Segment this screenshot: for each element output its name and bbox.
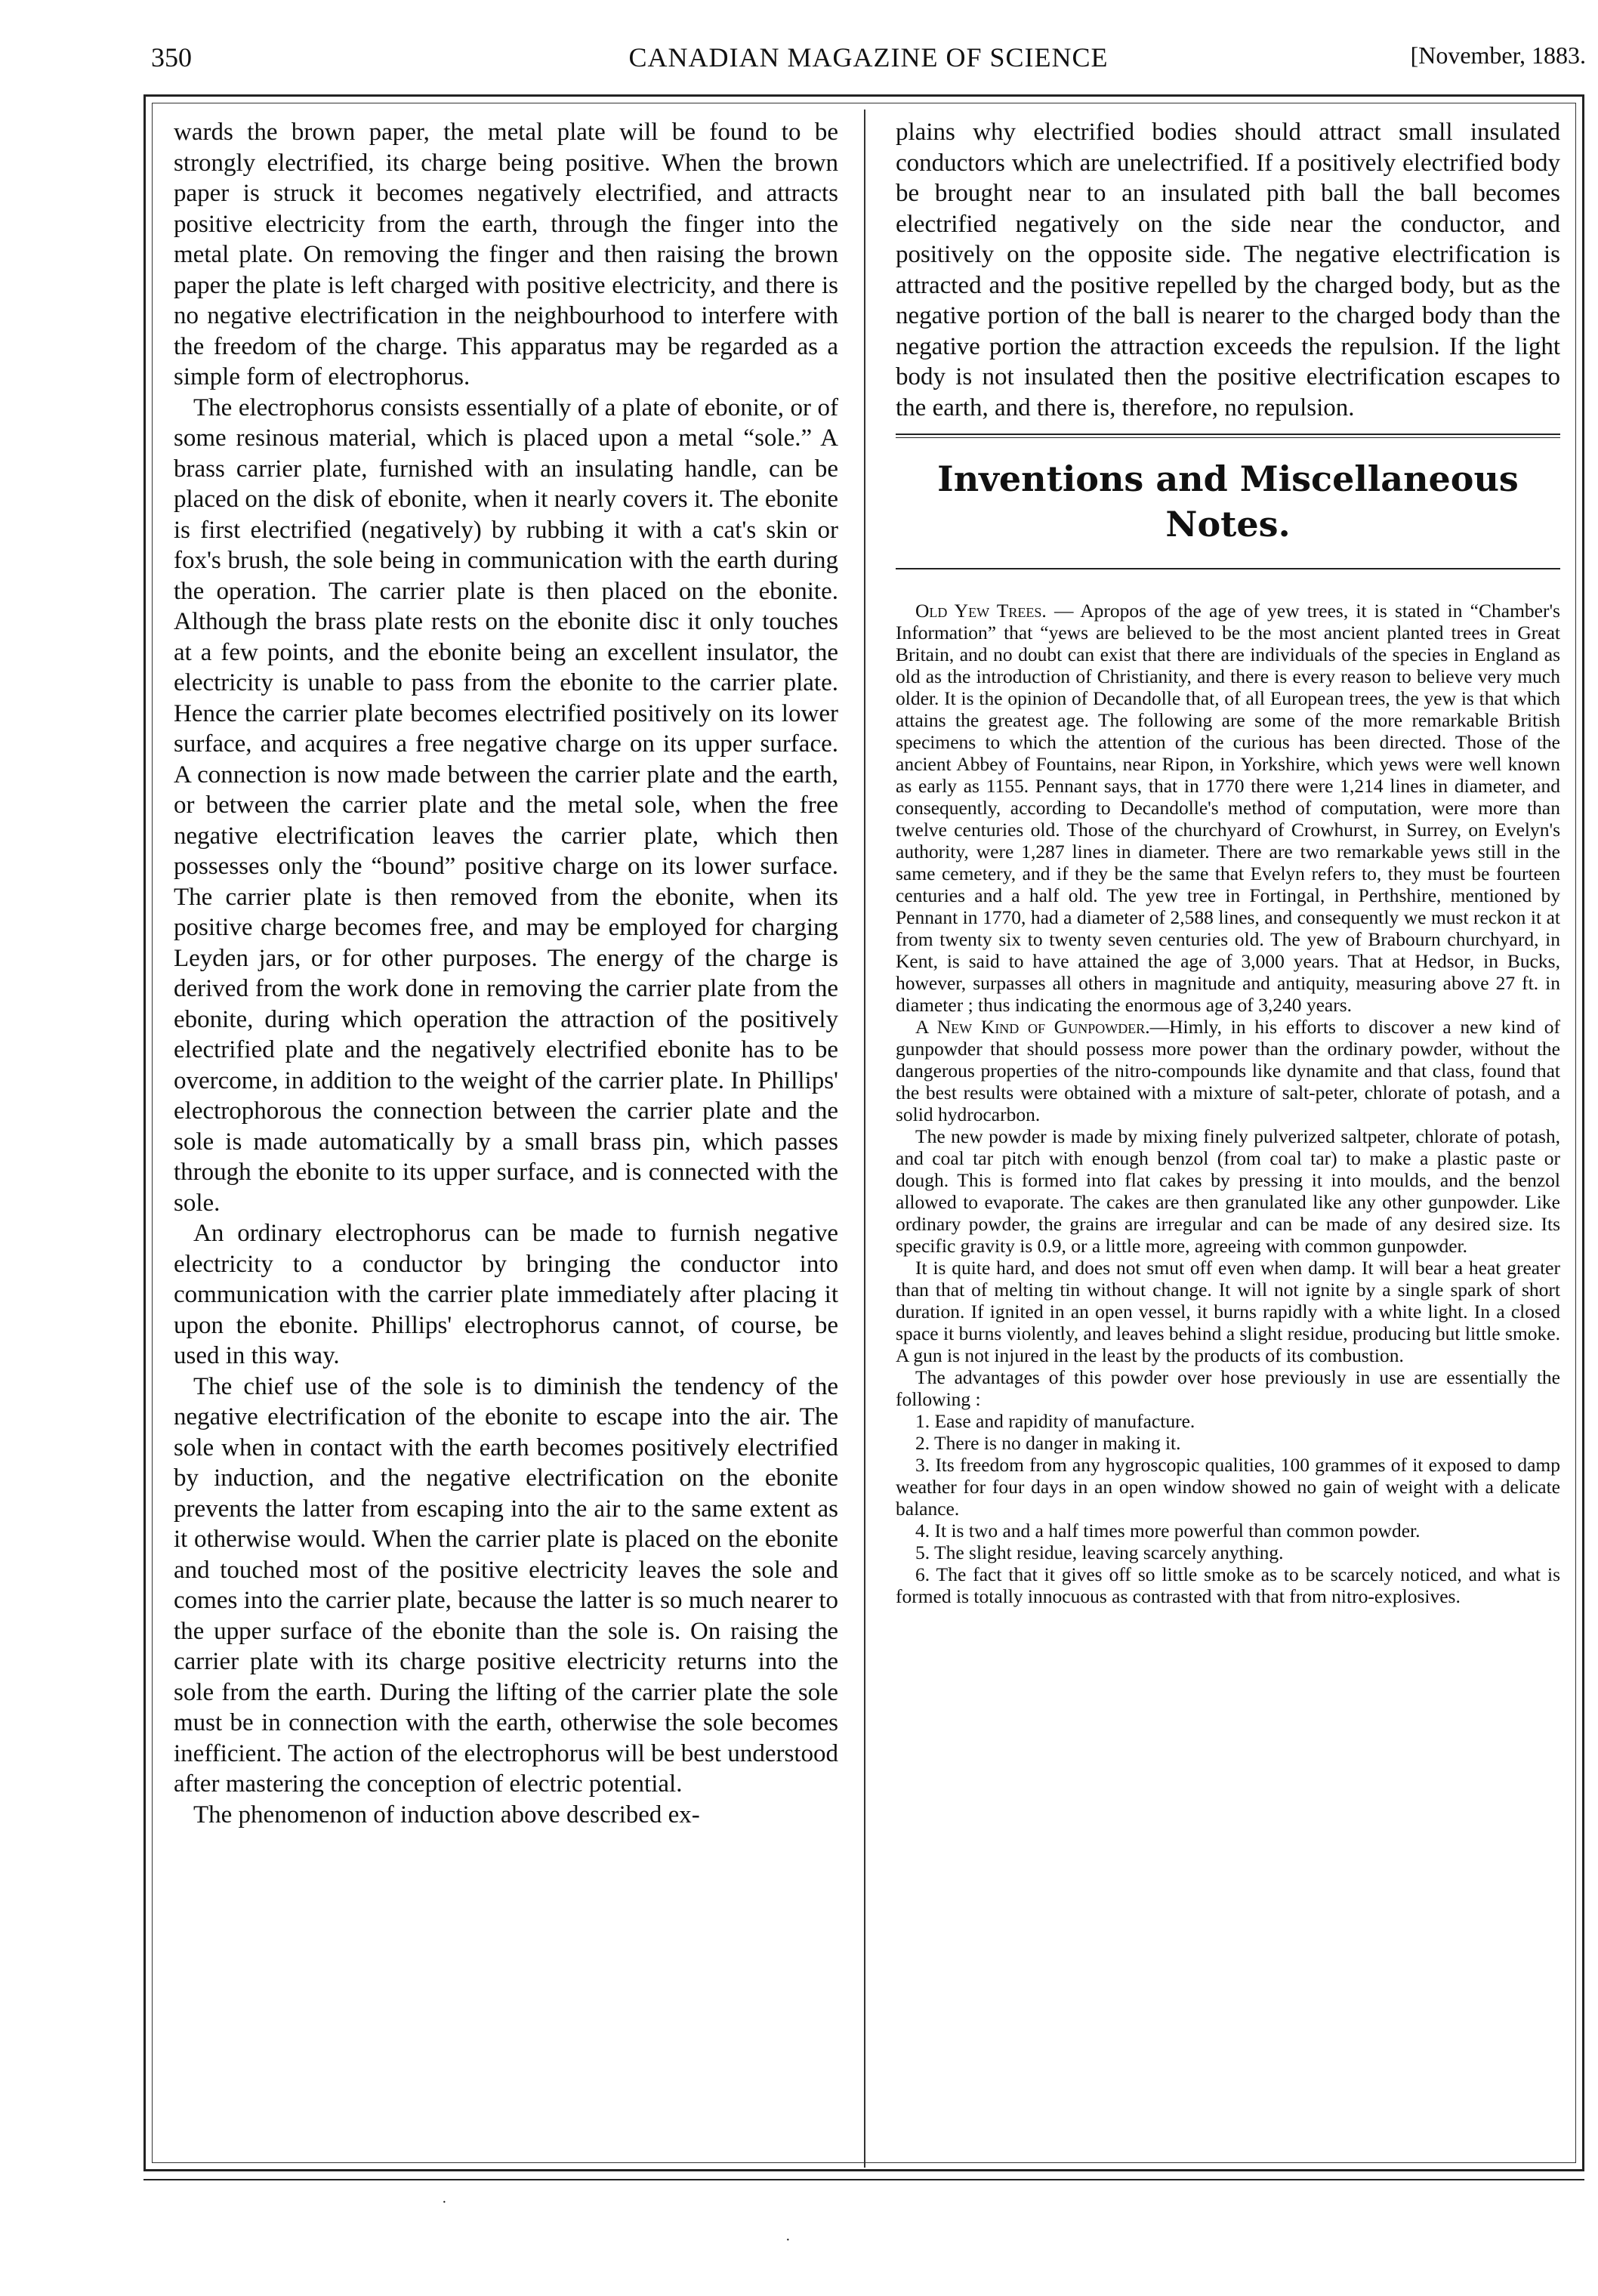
gunpowder-paragraph-3: The advantages of this powder over hose previously in use are essentially the following :	[896, 1366, 1560, 1410]
gunpowder-paragraph-2: It is quite hard, and does not smut off even when damp. It will bear a heat greater than that of melting tin without change. It will not ignite by a single spark of short duration. If ignited in an open vessel, it burns rapidly with a white light. In a closed space it burns violently, and leaves behind a slight residue, producing but little smoke. A gun is not injured in the least by the products of its combustion.	[896, 1257, 1560, 1366]
note-lead: A New Kind of Gunpowder.	[915, 1016, 1150, 1038]
section-title: Inventions and Miscellaneous Notes.	[937, 458, 1519, 545]
section-rule-bottom	[896, 568, 1560, 569]
print-speck: ·	[785, 2232, 791, 2248]
advantages-list	[896, 1410, 1560, 1607]
list-item: 6. The fact that it gives off so little smoke as to be scarcely noticed, and what is formed is totally innocuous as contrasted with that from nitro-explosives.	[896, 1563, 1560, 1607]
page-frame-inner	[152, 103, 1576, 2163]
running-title: CANADIAN MAGAZINE OF SCIENCE	[628, 42, 1109, 73]
list-item: 3. Its freedom from any hygroscopic qualities, 100 grammes of it exposed to damp weather for four days in an open window showed no gain of weight with a delicate balance.	[896, 1454, 1560, 1520]
list-item: 1. Ease and rapidity of manufacture.	[915, 1410, 1195, 1432]
page-header	[151, 42, 1586, 79]
left-paragraph-1: wards the brown paper, the metal plate will be found to be strongly electrified, its charge being positive. When the brown paper is struck it becomes negatively electrified, and attracts positive electricity from the earth, through the finger into the metal plate. On removing the finger and then raising the brown paper the plate is left charged with positive electricity, and there is no negative electrification in the neighbourhood to interfere with the freedom of the charge. This apparatus may be regarded as a simple form of electrophorus.	[174, 119, 838, 390]
note-body: —Himly, in his efforts to discover a new kind of gunpowder that should possess more power than the ordinary powder, without the dangerous properties of the nitro-compounds like dynamite and that class, found that the best results were obtained with a mixture of salt-peter, chlorate of potash, and a solid hydrocarbon.	[896, 1016, 1560, 1125]
left-paragraph-5: The phenomenon of induction above described ex-	[193, 1801, 700, 1828]
left-paragraph-4: The chief use of the sole is to diminish the tendency of the negative electrification of the ebonite to escape into the air. The sole when in contact with the earth becomes positively electrified by induction, and the negative electrification on the ebonite prevents the latter from escaping into the air to the same extent as it otherwise would. When the carrier plate is placed on the ebonite and touched most of the positive electricity leaves the sole and comes into the carrier plate, because the latter is so much nearer to the upper surface of the ebonite than the sole is. On raising the carrier plate with its charge positive electricity returns into the sole from the earth. During the lifting of the carrier plate the sole must be in connection with the earth, otherwise the sole becomes inefficient. The action of the electrophorus will be best understood after mastering the conception of electric potential.	[174, 1372, 838, 1798]
issue-date: [November, 1883.	[1410, 42, 1586, 69]
section-rule-top	[896, 434, 1560, 435]
page-frame	[143, 94, 1584, 2171]
right-continuation-paragraph: plains why electrified bodies should attract small insulated conductors which are unelectrified. If a positively electrified body be brought near to an insulated pith ball the ball becomes electrified negatively on the side near the conductor, and positively on the opposite side. The negative electrification is attracted and the positive repelled by the charged body, but as the negative portion of the ball is nearer to the charged body than the negative portion the attraction exceeds the repulsion. If the light body is not insulated then the positive electrification escapes to the earth, and there is, therefore, no repulsion.	[896, 119, 1560, 421]
notes-section	[896, 600, 1560, 1607]
list-item: 2. There is no danger in making it.	[915, 1432, 1181, 1454]
left-paragraph-3: An ordinary electrophorus can be made to furnish negative electricity to a conductor by bringing the conductor into communication with the carrier plate immediately after placing it upon the ebonite. Phillips' electrophorus cannot, of course, be used in this way.	[174, 1220, 838, 1369]
print-speck: ·	[442, 2194, 447, 2211]
note-new-gunpowder	[896, 1016, 1560, 1125]
note-lead: Old Yew Trees.	[915, 600, 1047, 622]
list-item: 4. It is two and a half times more powerful than common powder.	[915, 1520, 1421, 1541]
gunpowder-paragraph-1: The new powder is made by mixing finely pulverized saltpeter, chlorate of potash, and coal tar pitch with enough benzol (from coal tar) to make a plastic paste or dough. This is formed into flat cakes by pressing it into moulds, and the benzol allowed to evaporate. The cakes are then granulated like any other gunpowder. Like ordinary powder, the grains are irregular and can be made of any desired size. Its specific gravity is 0.9, or a little more, agreeing with common gunpowder.	[896, 1125, 1560, 1257]
page-number: 350	[151, 42, 192, 73]
list-item: 5. The slight residue, leaving scarcely anything.	[915, 1541, 1284, 1563]
column-divider	[864, 110, 865, 2168]
left-column	[174, 117, 838, 1830]
left-paragraph-2: The electrophorus consists essentially of a plate of ebonite, or of some resinous material, which is placed upon a metal “sole.” A brass carrier plate, furnished with an insulating handle, can be placed on the disk of ebonite, when it nearly covers it. The ebonite is first electrified (negatively) by rubbing it with a cat's skin or fox's brush, the sole being in communication with the earth during the operation. The carrier plate is then placed on the ebonite. Although the brass plate rests on the ebonite disc it only touches at a few points, and the ebonite being an excellent insulator, the electricity is unable to pass from the ebonite to the carrier plate. Hence the carrier plate becomes electrified positively on its lower surface, and acquires a free negative charge on its upper surface. A connection is now made between the carrier plate and the earth, or between the carrier plate and the metal sole, when the free negative electrification leaves the carrier plate, which then possesses only the “bound” positive charge on its lower surface. The carrier plate is then removed from the ebonite, when its positive charge becomes free, and may be employed for charging Leyden jars, or for other purposes. The energy of the charge is derived from the work done in removing the carrier plate from the ebonite, during which operation the attraction of the positively electrified plate and the negatively electrified ebonite has to be overcome, in addition to the weight of the carrier plate. In Phillips' electrophorous the connection between the carrier plate and the sole is made automatically by a small brass pin, which passes through the ebonite to its upper surface, and is connected with the sole.	[174, 393, 838, 1217]
section-rule-top-thin	[896, 437, 1560, 438]
page-bottom-rule	[143, 2179, 1584, 2180]
note-body: — Apropos of the age of yew trees, it is stated in “Chamber's Information” that “yews are believed to be the most ancient planted trees in Great Britain, and no doubt can exist that there are individuals of the species in England as old as the introduction of Christianity, and there is every reason to believe very much older. It is the opinion of Decandolle that, of all European trees, the yew is that which attains the greatest age. The following are some of the more remarkable British specimens to which the attention of the curious has been directed. Those of the ancient Abbey of Fountains, near Ripon, in Yorkshire, which yews were well known as early as 1155. Pennant says, that in 1770 there were 1,214 lines in diameter, and consequently, according to Decandolle's method of computation, were more than twelve centuries old. Those of the churchyard of Crowhurst, in Surrey, on Evelyn's authority, were 1,287 lines in diameter. There are two remarkable yews still in the same cemetery, and if they be the same that Evelyn refers to, they must be fourteen centuries and a half old. The yew tree in Fortingal, in Perthshire, mentioned by Pennant in 1770, had a diameter of 2,588 lines, and consequently we must reckon it at from twenty six to twenty seven centuries old. The yew of Brabourn churchyard, in Kent, is said to have attained the age of 3,000 years. That at Hedsor, in Bucks, however, surpasses all others in magnitude and antiquity, measuring above 27 ft. in diameter ; thus indicating the enormous age of 3,240 years.	[896, 600, 1560, 1016]
note-old-yew-trees	[896, 600, 1560, 1016]
right-column	[896, 117, 1560, 1607]
